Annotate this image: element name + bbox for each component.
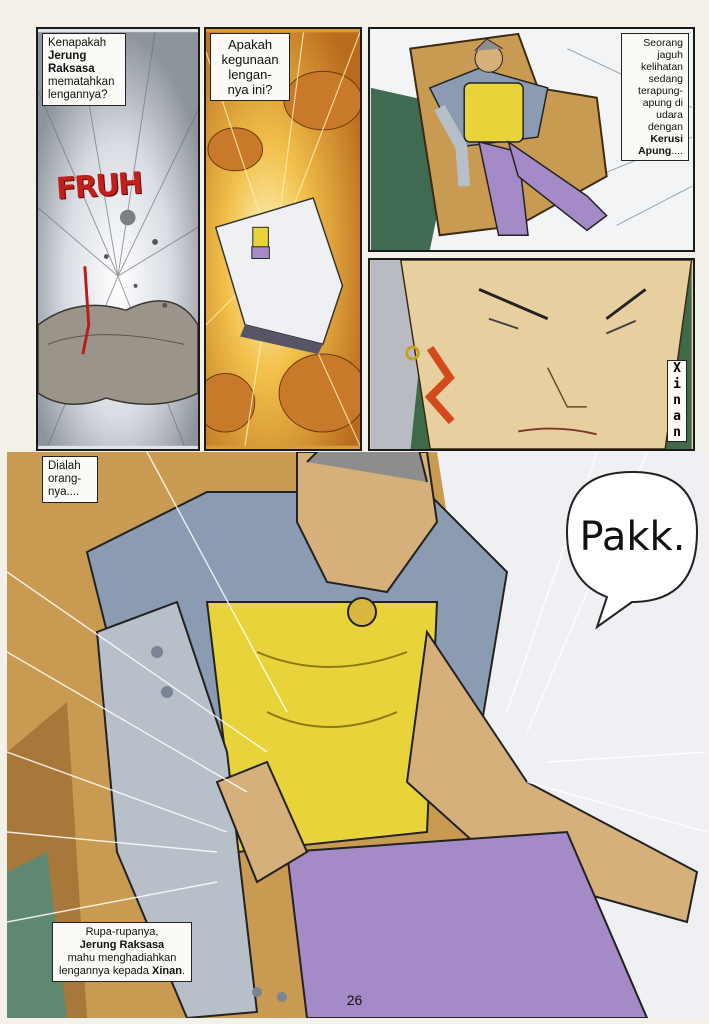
caption-this-is-the-man <box>42 456 98 503</box>
panel-face-closeup <box>368 258 695 451</box>
caption-line: dengan <box>647 121 683 133</box>
caption-hero-floating <box>621 33 689 161</box>
caption-line: mematahkan <box>48 76 115 88</box>
caption-line: Kenapakah <box>48 37 107 49</box>
caption-line: kegunaan <box>221 52 279 67</box>
caption-line: kelihatan <box>640 61 683 73</box>
page-number: 26 <box>346 992 363 1008</box>
caption-line: lengan- <box>228 67 272 82</box>
caption-line: Rupa-rupanya, <box>85 926 159 938</box>
sound-effect-fruh: FRUH <box>54 166 143 207</box>
caption-line: Apakah <box>227 37 273 52</box>
speech-balloon-pakk: Pakk. <box>579 514 686 560</box>
caption-line: orang- <box>48 473 82 485</box>
caption-line: apung di <box>642 97 683 109</box>
caption-why-break-arm <box>42 33 126 106</box>
caption-bold-name: Jerung Raksasa <box>79 939 165 951</box>
panel-flying-chair <box>204 27 362 451</box>
panel-explosion <box>36 27 200 451</box>
caption-line: sedang <box>648 73 683 85</box>
caption-line: jaguh <box>657 49 683 61</box>
caption-line: .... <box>671 145 683 157</box>
caption-gift-arm <box>52 922 192 982</box>
caption-line: udara <box>656 109 683 121</box>
caption-line: . <box>181 965 185 977</box>
name-tag-letter: i <box>673 377 681 392</box>
caption-line: Dialah <box>48 460 81 472</box>
caption-line: Seorang <box>643 37 683 49</box>
name-tag-letter: n <box>673 393 681 408</box>
panel-hero-splash <box>7 452 707 1018</box>
caption-line: lengannya? <box>48 89 108 101</box>
name-tag-letter: X <box>673 361 681 376</box>
caption-line: terapung- <box>638 85 683 97</box>
name-tag-letter: a <box>673 409 681 424</box>
caption-bold-name: Kerusi <box>650 133 683 145</box>
face-closeup-art <box>370 260 693 449</box>
name-tag-letter: n <box>673 425 681 440</box>
panel-hero-seated <box>368 27 695 252</box>
caption-line: lengannya kepada <box>59 965 149 977</box>
caption-bold-name: Xinan <box>151 965 182 977</box>
caption-arm-purpose <box>210 33 290 101</box>
caption-line: nya.... <box>48 486 80 498</box>
name-tag-xinan <box>667 360 687 442</box>
caption-bold-name: Apung <box>638 145 672 157</box>
caption-line: mahu menghadiahkan <box>67 952 177 964</box>
caption-line: nya ini? <box>227 82 273 97</box>
caption-bold-name: Jerung Raksasa <box>48 50 95 75</box>
